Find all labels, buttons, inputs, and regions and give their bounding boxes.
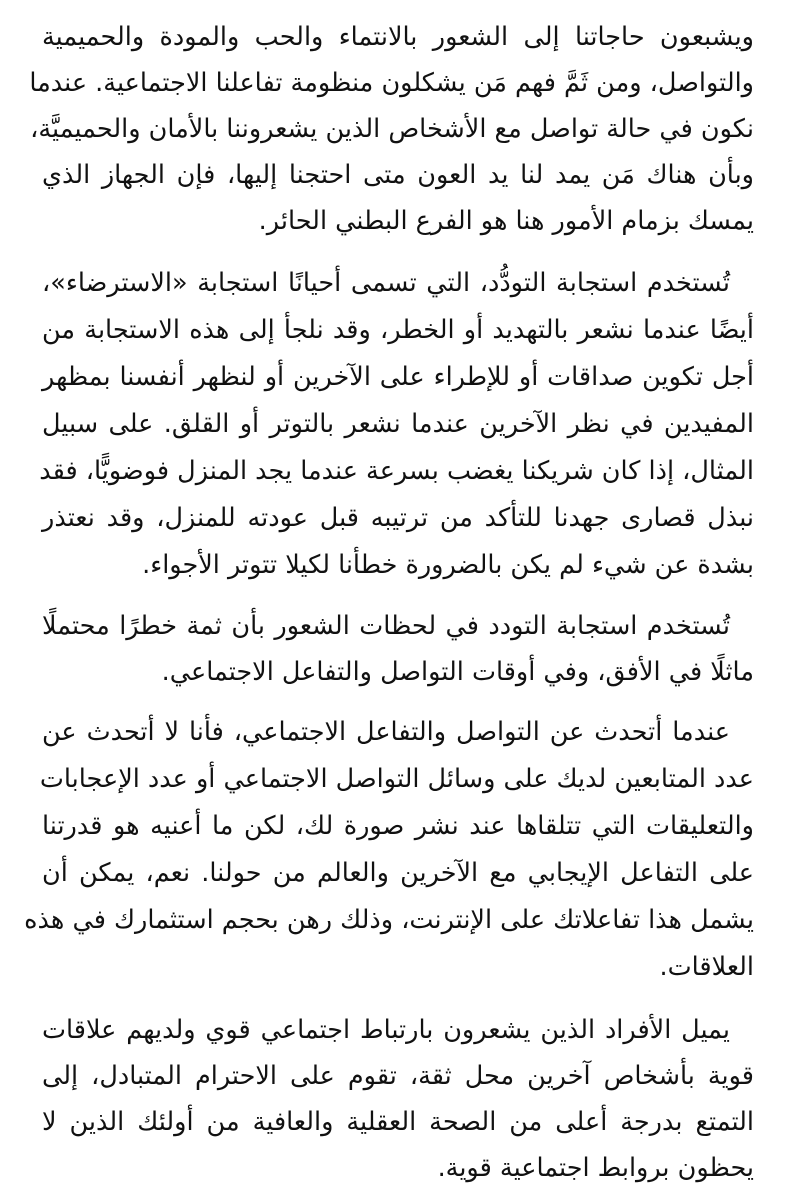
text-line: على التفاعل الإيجابي مع الآخرين والعالم من حولنا. نعم، يمكن أن (42, 858, 754, 888)
text-line: عندما أتحدث عن التواصل والتفاعل الاجتماعي، فأنا لا أتحدث عن (42, 717, 730, 747)
text-line: قوية بأشخاص آخرين محل ثقة، تقوم على الاحترام المتبادل، إلى (42, 1061, 754, 1091)
paragraph-3 (42, 603, 754, 695)
text-line: نكون في حالة تواصل مع الأشخاص الذين يشعروننا بالأمان والحميميَّة، (30, 114, 754, 144)
paragraph-1 (29, 14, 754, 244)
text-line: يحظون بروابط اجتماعية قوية. (437, 1153, 754, 1183)
text-line: أجل تكوين صداقات أو للإطراء على الآخرين أو لنظهر أنفسنا بمظهر (42, 362, 754, 392)
text-line: المثال، إذا كان شريكنا يغضب بسرعة عندما يجد المنزل فوضويًّا، فقد (39, 456, 754, 486)
paragraph-5 (42, 1007, 754, 1191)
text-line: يميل الأفراد الذين يشعرون بارتباط اجتماعي قوي ولديهم علاقات (42, 1015, 730, 1045)
text-line: تُستخدم استجابة التودُّد، التي تسمى أحيانًا استجابة «الاسترضاء»، (42, 268, 730, 298)
paragraph-2 (39, 260, 754, 589)
text-line: عدد المتابعين لديك على وسائل التواصل الاجتماعي أو عدد الإعجابات (39, 764, 754, 794)
text-line: المفيدين في نظر الآخرين عندما نشعر بالتوتر أو القلق. على سبيل (42, 409, 754, 439)
text-line: يمسك بزمام الأمور هنا هو الفرع البطني الحائر. (258, 206, 754, 236)
text-line: ماثلًا في الأفق، وفي أوقات التواصل والتفاعل الاجتماعي. (161, 657, 754, 687)
text-line: تُستخدم استجابة التودد في لحظات الشعور بأن ثمة خطرًا محتملًا (42, 611, 730, 641)
text-line: أيضًا عندما نشعر بالتهديد أو الخطر، وقد نلجأ إلى هذه الاستجابة من (42, 315, 754, 345)
text-line: نبذل قصارى جهدنا للتأكد من ترتيبه قبل عودته للمنزل، وقد نعتذر (42, 503, 754, 533)
paragraph-4 (24, 709, 754, 991)
text-line: وبأن هناك مَن يمد لنا يد العون متى احتجنا إليها، فإن الجهاز الذي (42, 160, 754, 190)
text-line: والتواصل، ومن ثَمَّ فهم مَن يشكلون منظومة تفاعلنا الاجتماعية. عندما (29, 68, 754, 98)
text-line: والتعليقات التي تتلقاها عند نشر صورة لك، لكن ما أعنيه هو قدرتنا (42, 811, 754, 841)
text-line: يشمل هذا تفاعلاتك على الإنترنت، وذلك رهن بحجم استثمارك في هذه (24, 905, 754, 935)
text-line: العلاقات. (659, 952, 754, 982)
text-line: التمتع بدرجة أعلى من الصحة العقلية والعافية من أولئك الذين لا (42, 1107, 754, 1137)
text-line: ويشبعون حاجاتنا إلى الشعور بالانتماء والحب والمودة والحميمية (42, 22, 754, 52)
document-page (24, 14, 754, 1203)
text-line: بشدة عن شيء لم يكن بالضرورة خطأنا لكيلا تتوتر الأجواء. (142, 550, 754, 580)
